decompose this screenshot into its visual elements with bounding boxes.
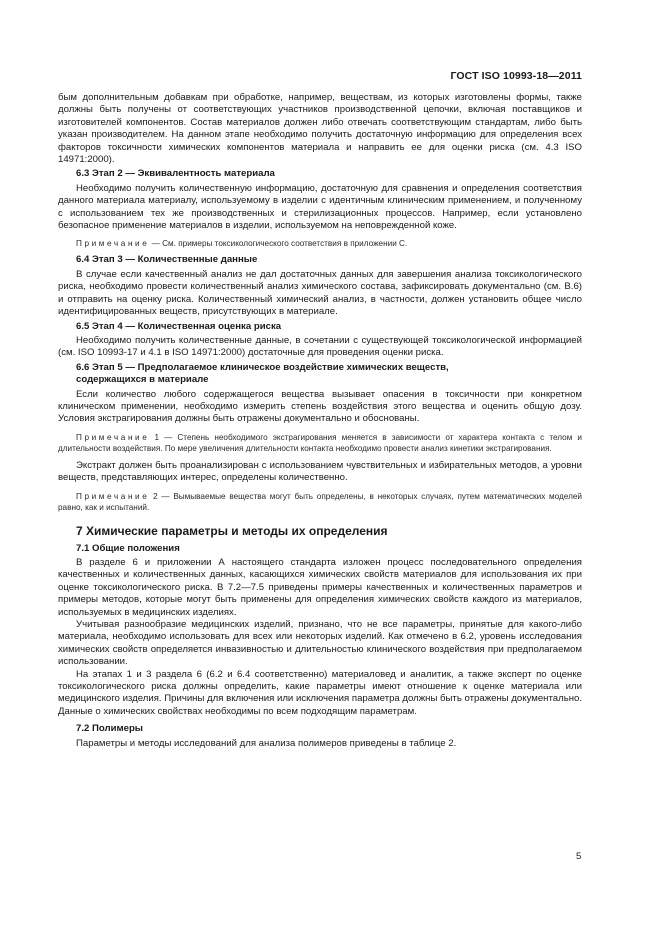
document-body: [58, 92, 582, 750]
section-6-3-note: [58, 238, 582, 249]
intro-paragraph: бым дополнительным добавкам при обработке, например, веществам, из которых изготовлены формы, также должны быть получены от соответствующих участников производственной цепочки, включая поставщиков и изготовителей компонентов. Состав материалов должен либо отвечать соответствующим стандартам, либо быть указан производителем. На данном этапе необходимо получить достаточную информацию для определения всех факторов токсичности химических компонентов материала и направить ее для оценки риска (см. 4.3 ISO 14971:2000).: [58, 92, 582, 166]
section-6-3-title: 6.3 Этап 2 — Эквивалентность материала: [76, 168, 275, 180]
section-7-2-title: 7.2 Полимеры: [76, 723, 143, 735]
section-7-1-paragraph-2: Учитывая разнообразие медицинских изделий, признано, что не все параметры, принятые для какого-либо материала, необходимо использовать для всех или некоторых изделий. Как отмечено в 6.2, уровень исследования химических свойств определяется инвазивностью и длительностью клинического воздействия при предполагаемом использовании.: [58, 619, 582, 668]
section-6-6-title-line2: содержащихся в материале: [76, 374, 209, 386]
note-label: Примечание: [76, 239, 150, 249]
note-text: — См. примеры токсикологического соответствия в приложении С.: [149, 239, 408, 249]
note-label: Примечание: [76, 491, 150, 501]
section-6-6-title-line1: 6.6 Этап 5 — Предполагаемое клиническое воздействие химических веществ,: [76, 361, 449, 373]
section-6-4-title: 6.4 Этап 3 — Количественные данные: [76, 254, 258, 266]
note-label: Примечание: [76, 432, 150, 442]
section-6-5-paragraph: Необходимо получить количественные данные, в сочетании с существующей токсикологической информацией (см. ISO 10993-17 и 4.1 в ISO 14971:2000) достаточные для проведения оценки риска.: [58, 334, 582, 359]
section-7-2-paragraph: Параметры и методы исследований для анализа полимеров приведены в таблице 2.: [76, 737, 457, 749]
page-number: 5: [576, 851, 582, 862]
section-6-6-paragraph-1: Если количество любого содержащегося вещества вызывает опасения в токсичности при конкретном клиническом применении, необходимо измерить степень воздействия этого вещества и оценить общую дозу. Условия экстрагирования должны быть отражены документально и обоснованы.: [58, 388, 582, 425]
section-6-4-paragraph: В случае если качественный анализ не дал достаточных данных для завершения анализа токсикологического риска, необходимо провести количественный анализ химического состава, зафиксировать документально (см. В.6) и отправить на оценку риска. Количественный химический анализ, в частности, должен установить общее число идентифицированных веществ, присутствующих в материале.: [58, 268, 582, 318]
section-6-6-note-1: [58, 432, 582, 454]
section-6-6-note-2: [58, 491, 582, 513]
section-7-1-paragraph-1: В разделе 6 и приложении А настоящего стандарта изложен процесс последовательного определения качественных и количественных данных, касающихся химических свойств материалов для использования их при оценке токсикологического риска. В 7.2—7.5 приведены примеры качественных и количественных параметров и примеры методов, которые могут быть применены для определения химических свойств каждого из материалов, используемых в медицинских изделиях.: [58, 556, 582, 618]
note-text: 1 — Степень необходимого экстрагирования меняется в зависимости от характера контакта с телом и длительности воздействия. По мере увеличения длительности контакта необходимо провести анализ кинетики экстрагирования.: [58, 432, 582, 453]
document-header: ГОСТ ISO 10993-18—2011: [450, 70, 582, 82]
section-6-3-paragraph: Необходимо получить количественную информацию, достаточную для сравнения и определения соответствия данного материала материалу, используемому в изделии с идентичным клиническим применением, и полученному с использованием тех же производственных и стерилизационных процессов. Например, если установлено безопасное применение материалов в изделии, используемом на неповрежденной коже.: [58, 182, 582, 232]
section-7-1-paragraph-3: На этапах 1 и 3 раздела 6 (6.2 и 6.4 соответственно) материаловед и аналитик, а также эксперт по оценке токсикологического риска должны определить, какие параметры имеют отношение к оценке материала или медицинского изделия. Причины для включения или исключения параметра должны быть отражены документально. Данные о химических свойствах необходимы по всем подходящим параметрам.: [58, 668, 582, 717]
section-6-6-title: [58, 362, 582, 387]
note-text: 2 — Вымываемые вещества могут быть определены, в некоторых случаях, путем математических моделей равно, как и испытаний.: [58, 491, 582, 512]
section-7-title: 7 Химические параметры и методы их определения: [76, 523, 388, 538]
section-7-1-title: 7.1 Общие положения: [76, 542, 180, 554]
section-6-6-paragraph-2: Экстракт должен быть проанализирован с использованием чувствительных и избирательных методов, а уровни веществ, представляющих интерес, определены количественно.: [58, 459, 582, 484]
section-6-5-title: 6.5 Этап 4 — Количественная оценка риска: [76, 320, 282, 332]
